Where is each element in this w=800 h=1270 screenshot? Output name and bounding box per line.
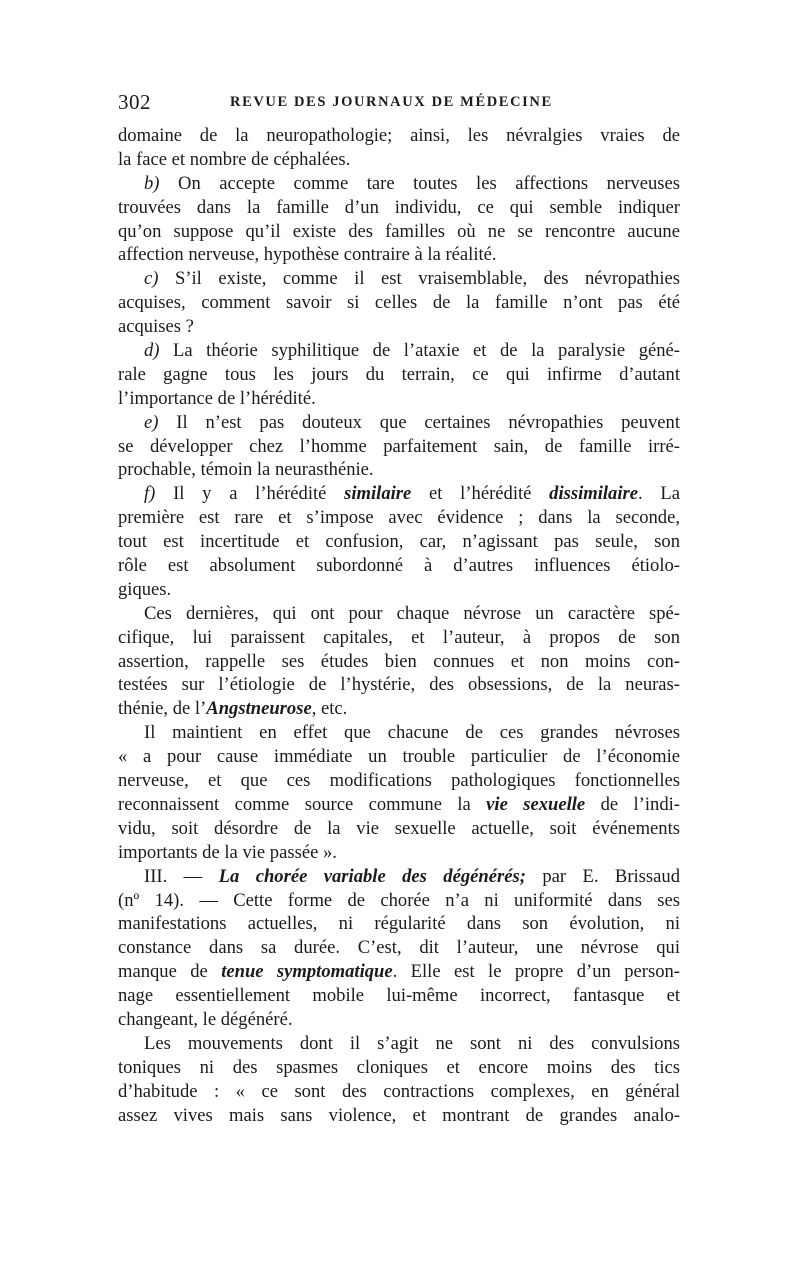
running-title: REVUE DES JOURNAUX DE MÉDECINE (230, 94, 553, 110)
emphasis-angstneurose: Angstneurose (206, 698, 312, 720)
text-line: assertion, rappelle ses études bien connues et non moins con- (118, 650, 680, 672)
text-line: « a pour cause immédiate un trouble particulier de l’économie (118, 746, 680, 768)
text-run: , etc. (311, 698, 348, 720)
emphasis-dissimilaire: dissimilaire (549, 483, 638, 505)
text-run: Il y a l’hérédité (155, 483, 345, 505)
text-line (118, 267, 680, 291)
text-line: affection nerveuse, hypothèse contraire à la réalité. (118, 244, 497, 266)
article-title: La chorée variable des dégénérés; (218, 865, 526, 887)
text-line (118, 172, 680, 196)
item-letter: b) (144, 172, 160, 194)
text-run: On accepte comme tare toutes les affections nerveuses (159, 172, 680, 194)
text-line (118, 411, 680, 435)
item-letter: f) (144, 483, 156, 505)
text-line: constance dans sa durée. C’est, dit l’auteur, une névrose qui (118, 937, 680, 959)
text-line (118, 482, 680, 506)
text-run: . La (638, 483, 680, 505)
text-run: Il n’est pas douteux que certaines névropathies peuvent (158, 411, 680, 433)
text-line (118, 960, 680, 984)
text-line: nage essentiellement mobile lui-même incorrect, fantasque et (118, 985, 680, 1007)
text-line: prochable, témoin la neurasthénie. (118, 459, 374, 481)
text-line: testées sur l’étiologie de l’hystérie, des obsessions, de la neuras- (118, 674, 680, 696)
text-run: La théorie syphilitique de l’ataxie et de la paralysie géné- (159, 340, 680, 362)
text-line: importants de la vie passée ». (118, 841, 337, 863)
text-line: acquises, comment savoir si celles de la famille n’ont pas été (118, 292, 680, 314)
text-run: manque de (118, 961, 222, 983)
section-heading-line (118, 865, 680, 889)
text-line: Ces dernières, qui ont pour chaque névrose un caractère spé- (144, 602, 680, 624)
text-run: reconnaissent comme source commune la (118, 793, 487, 815)
text-line (118, 339, 680, 363)
page-header (118, 90, 688, 116)
text-line: changeant, le dégénéré. (118, 1008, 293, 1030)
emphasis-similaire: similaire (344, 483, 412, 505)
text-line: acquises ? (118, 316, 194, 338)
body-text (118, 124, 680, 1127)
text-line: la face et nombre de céphalées. (118, 148, 351, 170)
page-number: 302 (118, 90, 151, 114)
text-line: vidu, soit désordre de la vie sexuelle actuelle, soit événements (118, 817, 680, 839)
item-letter: c) (144, 268, 159, 290)
text-line: première est rare et s’impose avec évidence ; dans la seconde, (118, 507, 680, 529)
text-run: et l’hérédité (411, 483, 550, 505)
text-line: l’importance de l’hérédité. (118, 387, 316, 409)
text-line (118, 793, 680, 817)
text-line: d’habitude : « ce sont des contractions complexes, en général (118, 1080, 680, 1102)
text-run: thénie, de l’ (118, 698, 207, 720)
text-line: domaine de la neuropathologie; ainsi, les névralgies vraies de (118, 125, 680, 146)
item-letter: d) (144, 340, 160, 362)
text-line: rôle est absolument subordonné à d’autres influences étiolo- (118, 555, 680, 577)
text-line: cifique, lui paraissent capitales, et l’auteur, à propos de son (118, 626, 680, 648)
article-author: par E. Brissaud (525, 865, 680, 887)
text-line: giques. (118, 578, 172, 600)
text-line: nerveuse, et que ces modifications pathologiques fonctionnelles (118, 770, 680, 792)
text-line: toniques ni des spasmes cloniques et encore moins des tics (118, 1056, 680, 1078)
text-line: Il maintient en effet que chacune de ces grandes névroses (144, 722, 680, 744)
text-run: S’il existe, comme il est vraisemblable, des névropathies (158, 268, 680, 290)
text-line: assez vives mais sans violence, et montrant de grandes analo- (118, 1104, 680, 1126)
emphasis-tenue-symptomatique: tenue symptomatique (221, 961, 393, 983)
text-line (118, 697, 680, 721)
text-line: trouvées dans la famille d’un individu, ce qui semble indiquer (118, 196, 680, 218)
text-line: rale gagne tous les jours du terrain, ce qui infirme d’autant (118, 363, 680, 385)
text-line: manifestations actuelles, ni régularité dans son évolution, ni (118, 913, 680, 935)
text-line: Les mouvements dont il s’agit ne sont ni des convulsions (144, 1032, 680, 1054)
text-line: tout est incertitude et confusion, car, n’agissant pas seule, son (118, 531, 680, 553)
text-run: de l’indi- (585, 793, 680, 815)
emphasis-vie-sexuelle: vie sexuelle (486, 793, 586, 815)
item-letter: e) (144, 411, 159, 433)
section-number: III. — (144, 865, 219, 887)
text-run: . Elle est le propre d’un person- (392, 961, 680, 983)
text-line: qu’on suppose qu’il existe des familles où ne se rencontre aucune (118, 220, 680, 242)
text-line: (nº 14). — Cette forme de chorée n’a ni uniformité dans ses (118, 889, 680, 911)
text-line: se développer chez l’homme parfaitement sain, de famille irré- (118, 435, 680, 457)
